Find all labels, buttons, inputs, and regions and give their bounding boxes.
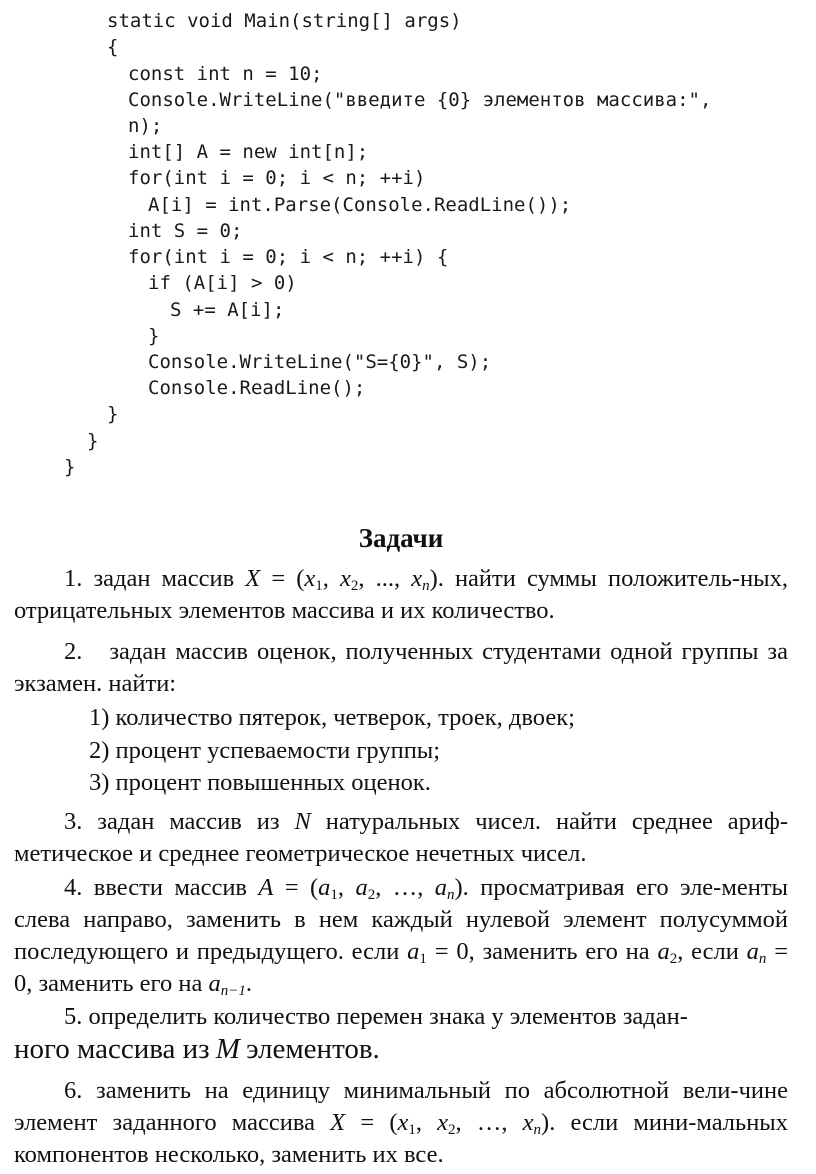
math-subscript: n [758,951,767,967]
list-item: 1) количество пятерок, четверок, троек, двоек; [89,704,575,731]
task-4: 4. ввести массив $A = (a_1$, $a_2$, …, $a_n$). просматривая его эле-менты слева направо, заменить в нем каждый нулевой элемент полусуммой последующего и предыдущего. если $a_1 = 0$, заменить его на $a_2$, если $a_n = 0$, заменить его на $a_{n-1}$. [14,874,789,999]
math-subscript: 2 [367,887,376,903]
code-line: } [64,456,76,478]
math-subscript: n [447,887,455,903]
math-op: , …, [455,1109,523,1136]
math-var: a [746,938,759,965]
math-subscript: 2 [448,1122,456,1138]
task-text: задан массив оценок, полученных студентами одной группы за экзамен. найти: [14,638,788,697]
code-line: Console.ReadLine(); [148,377,366,399]
math-var: a [355,874,368,901]
math-var: x [437,1109,449,1136]
code-line: S += A[i]; [170,299,285,321]
task-text: = 0, заменить его на [434,938,650,965]
section-heading: Задачи [358,523,444,553]
task-text: если [691,938,739,965]
math-subscript: 1 [330,887,338,903]
math-var: x [304,565,316,592]
task-6: 6. заменить на единицу минимальный по абсолютной вели-чине элемент заданного массива $X = (x_1$, $x_2$, …, $x_n$). если мини-мальных компонентов несколько, заменить их все. [14,1077,789,1168]
code-line: static void Main(string[] args) [107,10,462,32]
math-subscript: n [422,578,430,594]
code-line: Console.WriteLine("S={0}", S); [148,351,492,373]
math-op: = ( [284,874,319,901]
task-number: 5. [64,1003,83,1030]
code-line: n); [128,115,163,137]
task-text: задан массив [93,565,235,592]
code-line: const int n = 10; [128,63,323,85]
math-subscript: 1 [315,578,323,594]
math-var: M [215,1033,240,1065]
task-number: 2. [64,638,83,665]
math-var: a [318,874,331,901]
task-1: 1. задан массив $X = (x_1$, $x_2$, ..., $x_n$). найти суммы положитель-ных, отрицательных элементов массива и их количество. [14,565,789,624]
code-line: } [148,325,160,347]
math-subscript: 1 [419,951,427,967]
code-line: int S = 0; [128,220,243,242]
task-text: ). найти суммы положитель-ных, отрицательных элементов массива и их количество. [14,565,789,624]
math-subscript: 2 [669,951,678,967]
task-2 [14,636,788,700]
task-number: 1. [64,565,83,592]
code-line: int[] A = new int[n]; [128,141,369,163]
task-text: натуральных чисел. найти среднее ариф-метическое и среднее геометрическое нечетных чисел. [14,808,789,867]
list-item: 3) процент повышенных оценок. [89,769,431,796]
math-var: A [258,874,274,901]
code-line: for(int i = 0; i < n; ++i) [128,167,426,189]
task-text: определить количество перемен знака у элементов задан- [88,1003,688,1030]
math-var: a [434,874,448,901]
list-item: 2) процент успеваемости группы; [89,737,441,764]
task-text: ного массива из [14,1033,210,1065]
code-line: { [107,36,119,58]
code-line: } [87,430,99,452]
math-var: x [340,565,351,592]
math-var: x [411,565,423,592]
task-text: = 0, заменить его на [14,938,789,997]
math-var: N [294,808,311,835]
task-text: заменить на единицу минимальный по абсолютной вели-чине элемент заданного массива [14,1077,788,1136]
task-number: 3. [64,808,83,835]
math-var: a [657,938,670,965]
code-line: Console.WriteLine("введите {0} элементов массива:", [128,89,712,111]
code-line: } [107,403,119,425]
math-subscript: n [533,1122,542,1138]
math-var: X [330,1109,346,1136]
math-op: , ..., [358,565,412,592]
math-var: x [522,1109,534,1136]
task-text: задан массив из [97,808,280,835]
math-var: a [208,970,221,997]
math-var: a [407,938,420,965]
task-text: . [245,970,252,997]
code-line: for(int i = 0; i < n; ++i) { [128,246,449,268]
math-subscript: 2 [350,578,359,594]
task-text: ). просматривая его эле-менты слева направо, заменить в нем каждый нулевой элемент полусуммой последующего и предыдущего. если [14,874,788,965]
task-number: 6. [64,1077,83,1104]
math-var: x [397,1109,409,1136]
math-op: = ( [271,565,305,592]
task-number: 4. [64,874,83,901]
math-subscript: n−1 [220,983,246,999]
task-text: элементов. [246,1033,380,1065]
math-subscript: 1 [408,1122,416,1138]
task-text: ). если мини-мальных компонентов несколько, заменить их все. [14,1109,789,1168]
task-text: ввести массив [93,874,247,901]
math-op: = ( [360,1109,398,1136]
task-5 [14,1001,788,1067]
task-3 [14,806,788,870]
math-var: X [245,565,261,592]
code-line: if (A[i] > 0) [148,272,297,294]
code-line: A[i] = int.Parse(Console.ReadLine()); [148,194,572,216]
math-op: , …, [375,874,435,901]
